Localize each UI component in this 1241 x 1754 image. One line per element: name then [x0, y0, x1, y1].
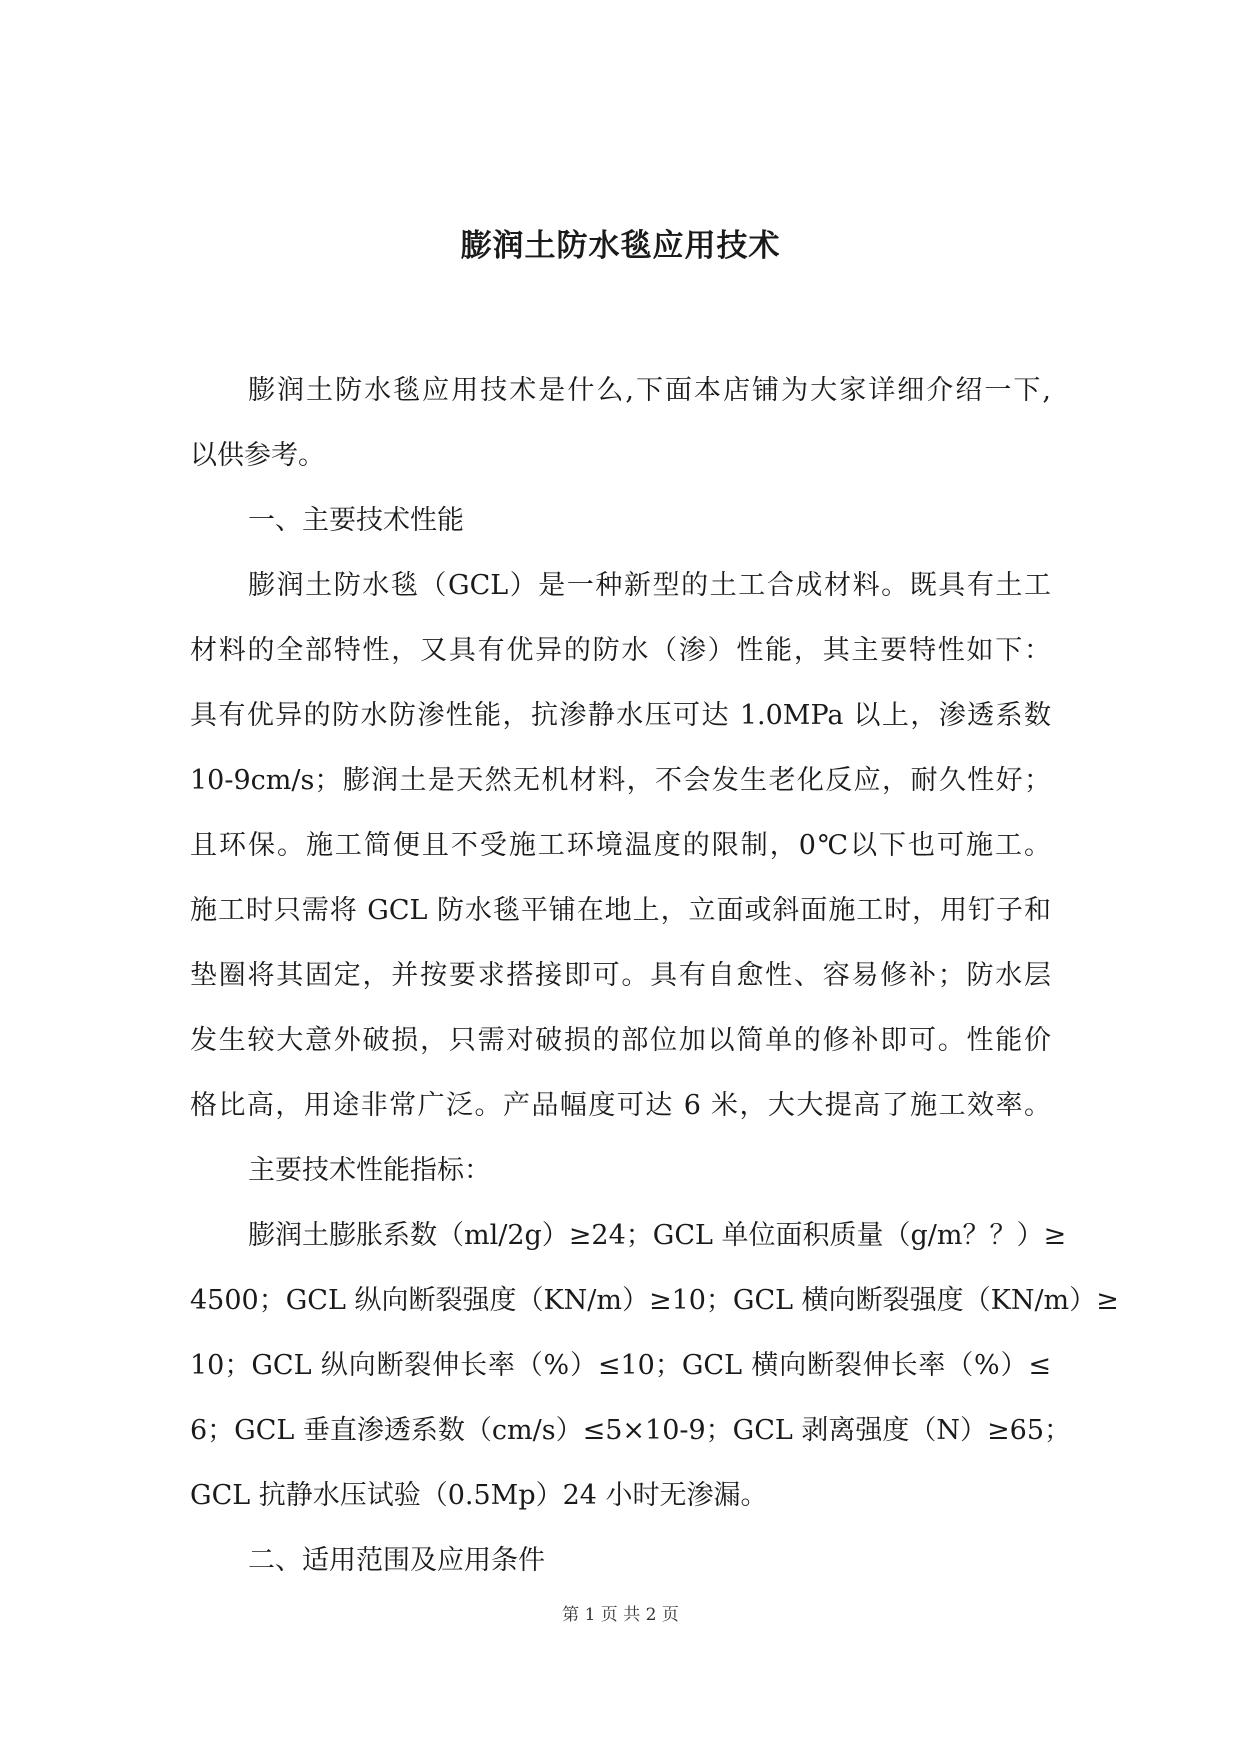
paragraph-line: 膨润土膨胀系数（ml/2g）≥24；GCL 单位面积质量（g/m？？）≥	[248, 1220, 1067, 1251]
paragraph-line: 膨润土防水毯应用技术是什么,下面本店铺为大家详细介绍一下,	[248, 375, 1051, 406]
paragraph-line: 具有优异的防水防渗性能，抗渗静水压可达 1.0MPa 以上，渗透系数	[190, 700, 1051, 731]
paragraph-line: 以供参考。	[190, 440, 325, 471]
paragraph-line: 材料的全部特性，又具有优异的防水（渗）性能，其主要特性如下：	[190, 635, 1051, 666]
paragraph-line: 主要技术性能指标：	[248, 1155, 491, 1186]
paragraph-line: 且环保。施工简便且不受施工环境温度的限制，0℃以下也可施工。	[190, 830, 1051, 861]
page-footer: 第 1 页 共 2 页	[562, 1605, 679, 1625]
paragraph-line: 膨润土防水毯（GCL）是一种新型的土工合成材料。既具有土工	[248, 570, 1051, 601]
paragraph-line: 发生较大意外破损，只需对破损的部位加以简单的修补即可。性能价	[190, 1025, 1051, 1056]
section-heading: 一、主要技术性能	[248, 505, 464, 536]
paragraph-line: 10；GCL 纵向断裂伸长率（%）≤10；GCL 横向断裂伸长率（%）≤	[190, 1350, 1051, 1381]
paragraph-line: 10-9cm/s；膨润土是天然无机材料，不会发生老化反应，耐久性好；	[190, 765, 1051, 796]
section-heading: 二、适用范围及应用条件	[248, 1545, 545, 1576]
paragraph-line: 6；GCL 垂直渗透系数（cm/s）≤5×10-9；GCL 剥离强度（N）≥65；	[190, 1415, 1072, 1446]
paragraph-line: 垫圈将其固定，并按要求搭接即可。具有自愈性、容易修补；防水层	[190, 960, 1051, 991]
paragraph-line: 格比高，用途非常广泛。产品幅度可达 6 米，大大提高了施工效率。	[190, 1090, 1051, 1121]
document-title: 膨润土防水毯应用技术	[460, 228, 781, 264]
paragraph-line: 4500；GCL 纵向断裂强度（KN/m）≥10；GCL 横向断裂强度（KN/m）≥	[190, 1285, 1119, 1316]
paragraph-line: 施工时只需将 GCL 防水毯平铺在地上，立面或斜面施工时，用钉子和	[190, 895, 1051, 926]
paragraph-line: GCL 抗静水压试验（0.5Mp）24 小时无渗漏。	[190, 1480, 768, 1511]
document-body	[190, 358, 1119, 1593]
